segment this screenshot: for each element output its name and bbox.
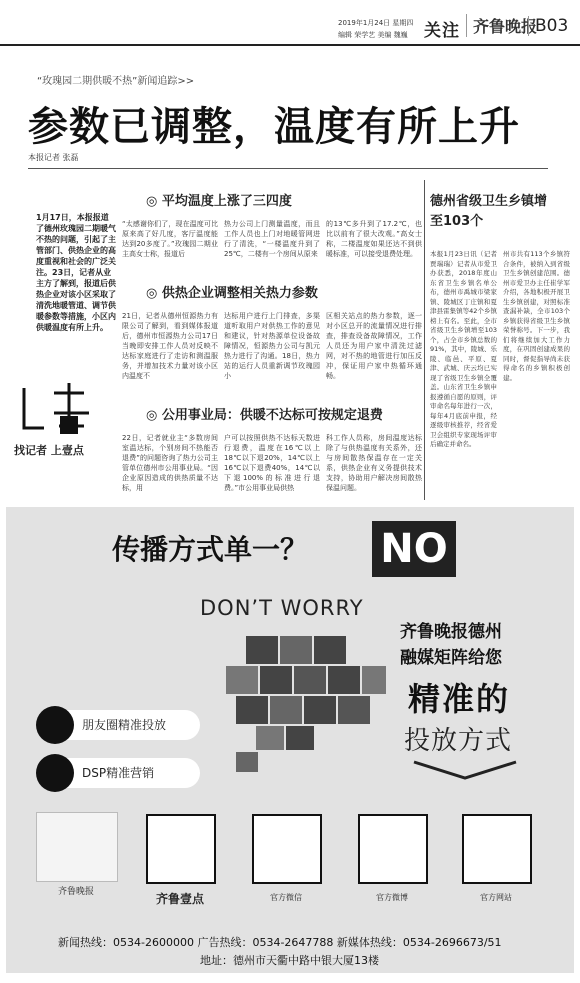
qr-label: 官方微博 bbox=[376, 893, 408, 902]
section-3-title: ◎ 公用事业局：供暖不达标可按规定退费 bbox=[146, 408, 383, 423]
section-2-title: ◎ 供热企业调整相关热力参数 bbox=[146, 286, 318, 301]
pill-label: 朋友圈精准投放 bbox=[82, 718, 167, 732]
lead-paragraph: 1月17日，本报报道了德州玫瑰园二期暖气不热的问题，引起了主管部门、供热企业的高度重视和社会的广泛关注。23日，记者从业主方了解到，报道后供热企业对该小区采取了清洗地暖管道、调节供暖参数等措施，小区内供暖温度有所上升。 bbox=[36, 213, 116, 332]
section-3-col: 科工作人员称，房间温度达标除了与供热温度有关系外，还与房间散热保温存在一定关系，供热企业有义务提供技术支持，协助用户解决房间散热保温问题。 bbox=[326, 434, 422, 492]
section-1-col: “太感谢你们了，现在温度可比原来高了好几度，客厅温度能达到20多度了。”玫瑰园二期业主高女士称，报道后 bbox=[122, 220, 218, 258]
chevron-down-icon bbox=[410, 758, 520, 782]
section-2-col: 21日，记者从德州恒源热力有限公司了解到，看到媒体报道后，德州市恒源热力公司17日当晚即安排工作人员对反映不达标家庭进行了走访和测温服务，并增加技术力量对该小区内温度不 bbox=[122, 312, 218, 380]
qr-code[interactable] bbox=[358, 814, 428, 884]
hotlines: 新闻热线：0534-2600000 广告热线：0534-2647788 新媒体热线：0534-2696673/51 bbox=[58, 936, 502, 949]
header-rule bbox=[0, 44, 580, 46]
byline: 本报记者 张磊 bbox=[28, 153, 79, 162]
section-1-title: ◎ 平均温度上涨了三四度 bbox=[146, 194, 292, 209]
address: 地址：德州市天衢中路中银大厦13楼 bbox=[200, 954, 379, 967]
dsp-icon bbox=[36, 754, 74, 792]
qr-label: 官方微信 bbox=[270, 893, 302, 902]
wechat-moments-ads[interactable] bbox=[40, 710, 200, 740]
page-number: B03 bbox=[528, 16, 568, 36]
section-3-col: 户可以按照供热不达标天数进行退费，温度在16℃以上18℃以下退20%，14℃以上16℃以下退费40%，14℃以下退100%的标准进行退费。”市公用事业局供热 bbox=[224, 434, 320, 492]
editor-credit: 编辑 荣学艺 美编 魏巍 bbox=[338, 31, 408, 39]
findme-badge bbox=[14, 378, 106, 458]
section-1-col: 热力公司上门测量温度，而且工作人员也上门对地暖管网进行了清洗，“一楼温度升到了25℃，二楼有一个房间从原来 bbox=[224, 220, 320, 258]
section-2-col: 区相关站点的热力参数，逐一对小区总开的流量情况进行排查，排查设备故障情况，工作人员还为用户家中清洗过滤网，对不热的地管进行加压反冲，保证用户家中热循环通畅。 bbox=[326, 312, 422, 380]
section-name: 关注 bbox=[424, 21, 460, 41]
side-story bbox=[430, 250, 570, 450]
section-1-col: 的13℃多升到了17.2℃，也比以前有了很大改观。”高女士称，二楼温度如果还达不到供暖标准，可以接受退费处理。 bbox=[326, 220, 422, 258]
qr-code[interactable] bbox=[252, 814, 322, 884]
newspaper-thumbnail bbox=[36, 812, 118, 882]
pill-label: DSP精准营销 bbox=[82, 766, 155, 780]
ad-slogan-line2: 融媒矩阵给您 bbox=[400, 648, 502, 668]
kicker: “玫瑰园二期供暖不热”新闻追踪>> bbox=[37, 76, 195, 87]
side-story-col: 本报1月23日讯（记者 贾瑞瑞）记者从市爱卫办获悉，2018年度山东省卫生乡镇名单公布，德州市禹城市梁家镇、陵城区丁庄镇和夏津县雷集镇等42个乡镇榜上有名。至此，全市省级卫生乡镇增至103个，占全市乡镇总数的91%，其中，陵城、乐陵、临邑、平原、夏津、武城、庆云均已实现了省级卫生乡镇全覆盖。山东省卫生乡镇申报遵循自愿的原则，评审命名每年进行一次，每年4月底前申报，经逐级审核推荐，经省爱卫会组织专家现场评审后确定并命名。 bbox=[430, 250, 497, 448]
qr-code[interactable] bbox=[146, 814, 216, 884]
section-2-col: 达标用户进行上门排查，多渠道听取用户对供热工作的意见和建议，针对热源单位设备故障情况，恒源热力公司与凯元热力进行了沟通。18日，热力站的运行人员重新调节玫瑰园小 bbox=[224, 312, 320, 380]
ad-no-badge: NO bbox=[372, 521, 456, 577]
issue-date: 2019年1月24日 星期四 bbox=[338, 19, 414, 27]
qr-label: 齐鲁壹点 bbox=[155, 892, 204, 906]
ad-question: 传播方式单一？ bbox=[112, 533, 309, 566]
reporter-sketch-icon bbox=[14, 378, 106, 438]
ad-dont-worry: DON’T WORRY bbox=[200, 596, 364, 620]
divider bbox=[28, 168, 548, 169]
ad-slogan-big: 精准的 bbox=[408, 680, 511, 718]
puzzle-cloud-icon bbox=[215, 625, 395, 785]
headline: 参数已调整，温度有所上升 bbox=[28, 104, 520, 150]
moments-icon bbox=[36, 706, 74, 744]
section-3 bbox=[122, 404, 422, 493]
section-2 bbox=[122, 282, 422, 381]
newspaper-logo: 齐鲁晚报 bbox=[466, 14, 537, 37]
qr-code[interactable] bbox=[462, 814, 532, 884]
side-story-title: 德州省级卫生乡镇增至103个 bbox=[430, 194, 548, 229]
qr-label: 齐鲁晚报 bbox=[57, 887, 94, 897]
ad-slogan-small: 投放方式 bbox=[404, 726, 513, 756]
qr-label: 官方网站 bbox=[480, 893, 512, 902]
findme-label: 找记者 上壹点 bbox=[14, 444, 84, 457]
section-3-col: 22日，记者就业主“多数房间室温达标，个别房间不热能否退费”的问题咨询了热力公司主管单位德州市公用事业局。“因企业原因造成的供热质量不达标，用 bbox=[122, 434, 218, 492]
dsp-marketing[interactable] bbox=[40, 758, 200, 788]
section-1 bbox=[122, 190, 422, 259]
column-divider bbox=[424, 180, 425, 500]
ad-slogan-line1: 齐鲁晚报德州 bbox=[400, 622, 502, 642]
side-story-col: 州市共有113个乡镇符合条件，被纳入到省级卫生乡镇创建范围。德州市爱卫办主任崔学军介绍，各地积极开展卫生乡镇创建，对照标准查漏补缺，全市103个乡镇获得省级卫生乡镇荣誉称号。下一步，我们将继续加大工作力度，在巩固创建成果的同时，督促指导尚未获得命名的乡镇积极创建。 bbox=[503, 250, 570, 382]
